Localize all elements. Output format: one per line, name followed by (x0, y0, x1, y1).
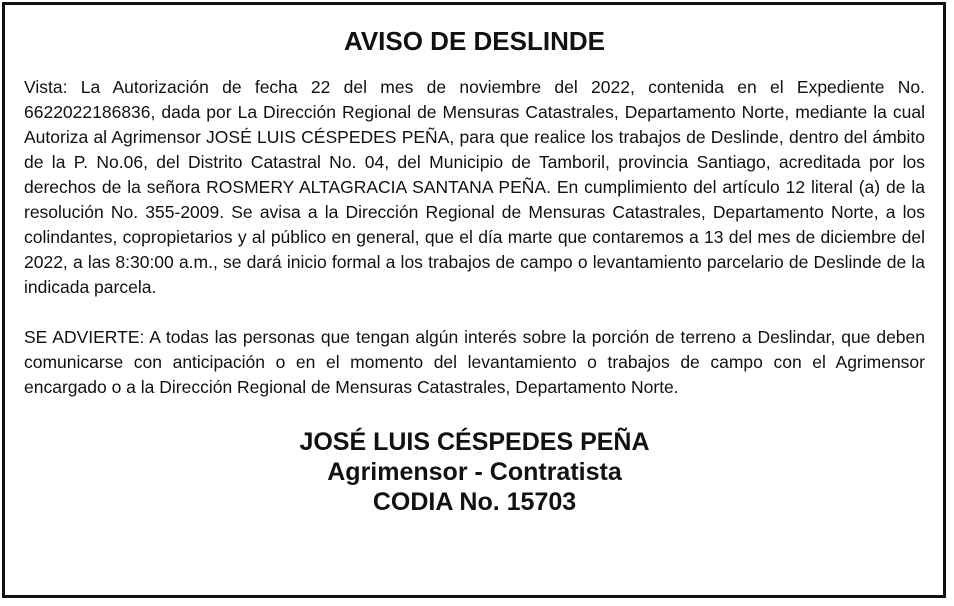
notice-frame (2, 2, 946, 598)
signature-block (24, 427, 925, 517)
notice-title: AVISO DE DESLINDE (343, 26, 605, 56)
signature-role: Agrimensor - Contratista (327, 458, 622, 486)
signature-name: JOSÉ LUIS CÉSPEDES PEÑA (299, 428, 650, 456)
notice-paragraph-warning: SE ADVIERTE: A todas las personas que tengan algún interés sobre la porción de terreno a Deslindar, que deben comunicarse con anticipación o en el momento del levantamiento o trabajos de campo con el Agrimensor encargado o a la Dirección Regional de Mensuras Catastrales, Departamento Norte. (24, 327, 925, 397)
notice-paragraph-authorization: Vista: La Autorización de fecha 22 del mes de noviembre del 2022, contenida en el Expediente No. 6622022186836, dada por La Dirección Regional de Mensuras Catastrales, Departamento Norte, mediante la cual Autoriza al Agrimensor JOSÉ LUIS CÉSPEDES PEÑA, para que realice los trabajos de Deslinde, dentro del ámbito de la P. No.06, del Distrito Catastral No. 04, del Municipio de Tamboril, provincia Santiago, acreditada por los derechos de la señora ROSMERY ALTAGRACIA SANTANA PEÑA. En cumplimiento del artículo 12 literal (a) de la resolución No. 355-2009. Se avisa a la Dirección Regional de Mensuras Catastrales, Departamento Norte, a los colindantes, copropietarios y al público en general, que el día marte que contaremos a 13 del mes de diciembre del 2022, a las 8:30:00 a.m., se dará inicio formal a los trabajos de campo o levantamiento parcelario de Deslinde de la indicada parcela. (24, 77, 925, 297)
signature-codia: CODIA No. 15703 (372, 488, 577, 516)
